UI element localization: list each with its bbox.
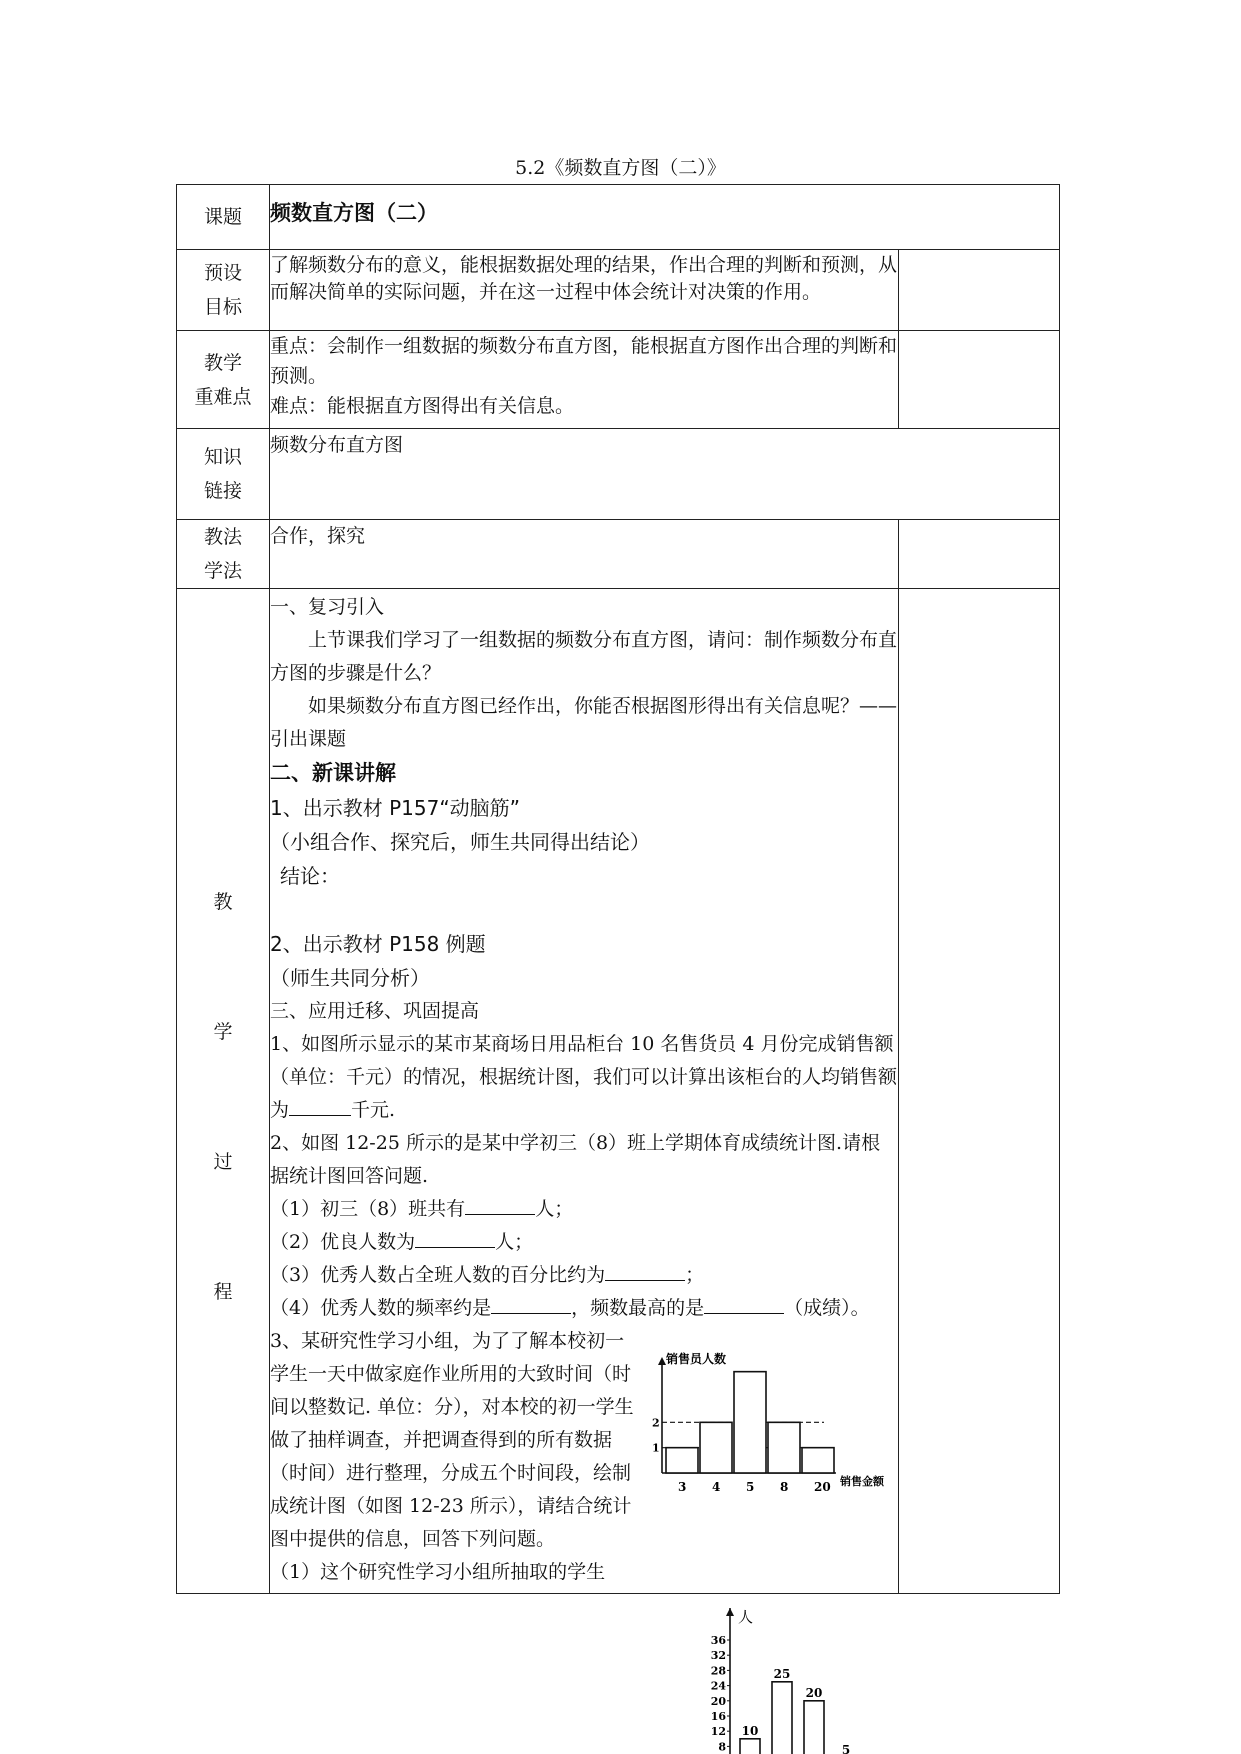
q2-part3-text: （3）优秀人数占全班人数的百分比约为	[270, 1264, 606, 1286]
methods-text: 合作，探究	[270, 520, 899, 589]
bar	[740, 1739, 760, 1754]
question3-block	[270, 1325, 898, 1589]
process-notes-cell	[899, 589, 1060, 1594]
process-char-1: 教	[213, 891, 233, 913]
section3-title: 三、应用迁移、巩固提高	[270, 1000, 480, 1022]
y-tick-label: 2	[652, 1416, 660, 1430]
y-tick-label: 36	[710, 1634, 726, 1647]
row-key-points	[177, 331, 1060, 429]
bar	[802, 1448, 834, 1473]
section2-item2: 2、出示教材 P158 例题	[270, 932, 486, 956]
process-char-4: 程	[213, 1281, 233, 1303]
question2-part3	[270, 1259, 898, 1292]
row-topic	[177, 185, 1060, 250]
bar	[772, 1682, 792, 1754]
goals-notes-cell	[899, 250, 1060, 331]
knowledge-text: 频数分布直方图	[270, 429, 1060, 520]
q2-part4-mid: ，频数最高的是	[571, 1297, 705, 1319]
row-methods	[177, 520, 1060, 589]
x-tick-label: 8	[780, 1480, 789, 1494]
row-process	[177, 589, 1060, 1594]
section1-paragraph1: 上节课我们学习了一组数据的频数分布直方图，请问：制作频数分布直方图的步骤是什么？	[270, 629, 898, 684]
q2-part1-unit: 人；	[535, 1198, 574, 1220]
label-methods-line1: 教法	[203, 526, 242, 548]
label-methods-line2: 学法	[203, 560, 242, 582]
question1	[270, 1028, 898, 1127]
label-knowledge-line2: 链接	[203, 480, 242, 502]
question3-part1: （1）这个研究性学习小组所抽取的学生	[270, 1561, 606, 1583]
label-goals	[177, 250, 270, 331]
q2-part4-text: （4）优秀人数的频率约是	[270, 1297, 492, 1319]
x-tick-label: 5	[746, 1480, 755, 1494]
label-topic: 课题	[177, 185, 270, 250]
label-knowledge-line1: 知识	[203, 446, 242, 468]
bar	[666, 1448, 698, 1473]
key-point-text: 重点：会制作一组数据的频数分布直方图，能根据直方图作出合理的判断和预测。	[270, 335, 898, 387]
question2-part4	[270, 1292, 898, 1325]
document-title: 5.2《频数直方图（二）》	[515, 157, 726, 179]
section2-item1: 1、出示教材 P157“动脑筋”	[270, 796, 521, 820]
section2-conclusion: 结论：	[280, 864, 340, 888]
question1-text: 1、如图所示显示的某市某商场日用品柜台 10 名售货员 4 月份完成销售额（单位：千元）的情况，根据统计图，我们可以计算出该柜台的人均销售额为	[270, 1033, 898, 1121]
q2-part3-end: ；	[685, 1264, 705, 1286]
bar	[804, 1701, 824, 1754]
y-tick-label: 1	[652, 1441, 660, 1455]
label-key-line1: 教学	[203, 351, 242, 374]
y-axis-arrow	[726, 1608, 734, 1616]
y-axis-label: 人	[738, 1608, 754, 1626]
process-content	[270, 589, 899, 1594]
answer-blank[interactable]	[605, 1279, 685, 1281]
x-tick-label: 4	[712, 1480, 721, 1494]
data-label: 10	[741, 1723, 759, 1738]
answer-blank[interactable]	[465, 1213, 535, 1215]
y-tick-label: 20	[710, 1694, 726, 1708]
answer-blank[interactable]	[704, 1312, 784, 1314]
goals-text: 了解频数分布的意义，能根据数据处理的结果，作出合理的判断和预测，从而解决简单的实际问题，并在这一过程中体会统计对决策的作用。	[270, 250, 899, 331]
bar	[700, 1422, 732, 1473]
label-methods	[177, 520, 270, 589]
row-goals	[177, 250, 1060, 331]
q2-part4-end: （成绩）。	[784, 1297, 870, 1319]
q2-part1-text: （1）初三（8）班共有	[270, 1198, 466, 1220]
data-label: 25	[773, 1666, 791, 1681]
x-tick-label: 3	[678, 1480, 687, 1494]
lesson-plan-table	[176, 184, 1060, 1594]
data-label: 20	[805, 1685, 823, 1700]
topic-value: 频数直方图（二）	[270, 201, 438, 225]
y-tick-label: 8	[718, 1740, 726, 1754]
label-goals-line2: 目标	[203, 296, 242, 318]
label-key-points	[177, 331, 270, 429]
question2-part2	[270, 1226, 898, 1259]
methods-notes-cell	[899, 520, 1060, 589]
label-process	[177, 589, 270, 1594]
y-tick-label: 24	[710, 1679, 726, 1693]
y-tick-label: 16	[710, 1710, 726, 1723]
x-tick-label: 20	[814, 1480, 831, 1494]
bar	[768, 1422, 800, 1473]
bar	[734, 1372, 766, 1473]
answer-blank[interactable]	[289, 1114, 351, 1116]
question2: 2、如图 12-25 所示的是某中学初三（8）班上学期体育成绩统计图.请根据统计图回答问题.	[270, 1132, 881, 1187]
label-knowledge	[177, 429, 270, 520]
answer-blank[interactable]	[415, 1246, 495, 1248]
answer-blank[interactable]	[491, 1312, 571, 1314]
section2-item1-note: （小组合作、探究后，师生共同得出结论）	[270, 830, 650, 854]
y-tick-label: 12	[710, 1725, 726, 1739]
y-axis-arrow	[658, 1357, 666, 1365]
row-knowledge	[177, 429, 1060, 520]
section1-title: 一、复习引入	[270, 596, 385, 618]
pe-scores-histogram	[700, 1600, 890, 1754]
y-tick-label: 28	[710, 1664, 726, 1678]
difficult-point-text: 难点：能根据直方图得出有关信息。	[270, 395, 575, 417]
data-label: 5	[841, 1742, 851, 1754]
y-tick-label: 32	[710, 1649, 726, 1663]
y-axis-label: 销售员人数	[666, 1352, 727, 1366]
q2-part2-text: （2）优良人数为	[270, 1231, 416, 1253]
section2-item2-note: （师生共同分析）	[270, 966, 430, 990]
key-notes-cell	[899, 331, 1060, 429]
section2-title: 二、新课讲解	[270, 761, 396, 785]
x-axis-label: 销售金额	[840, 1475, 884, 1488]
q2-part2-unit: 人；	[495, 1231, 534, 1253]
process-char-3: 过	[213, 1151, 233, 1173]
question1-unit: 千元.	[351, 1099, 396, 1121]
question3-text: 3、某研究性学习小组，为了了解本校初一学生一天中做家庭作业所用的大致时间（时间以整数记. 单位：分），对本校的初一学生做了抽样调查，并把调查得到的所有数据（时间）进行整理，分成五个时间段，绘制成统计图（如图 12-23 所示），请结合统计图中提供的信息，回答下列问题。	[270, 1330, 634, 1550]
process-char-2: 学	[213, 1021, 233, 1043]
label-key-line2: 重难点	[194, 385, 252, 408]
sales-histogram	[646, 1345, 906, 1515]
label-goals-line1: 预设	[203, 262, 242, 284]
question2-part1	[270, 1193, 898, 1226]
section1-paragraph2: 如果频数分布直方图已经作出，你能否根据图形得出有关信息呢？——引出课题	[270, 695, 898, 750]
conclusion-space	[270, 893, 898, 927]
